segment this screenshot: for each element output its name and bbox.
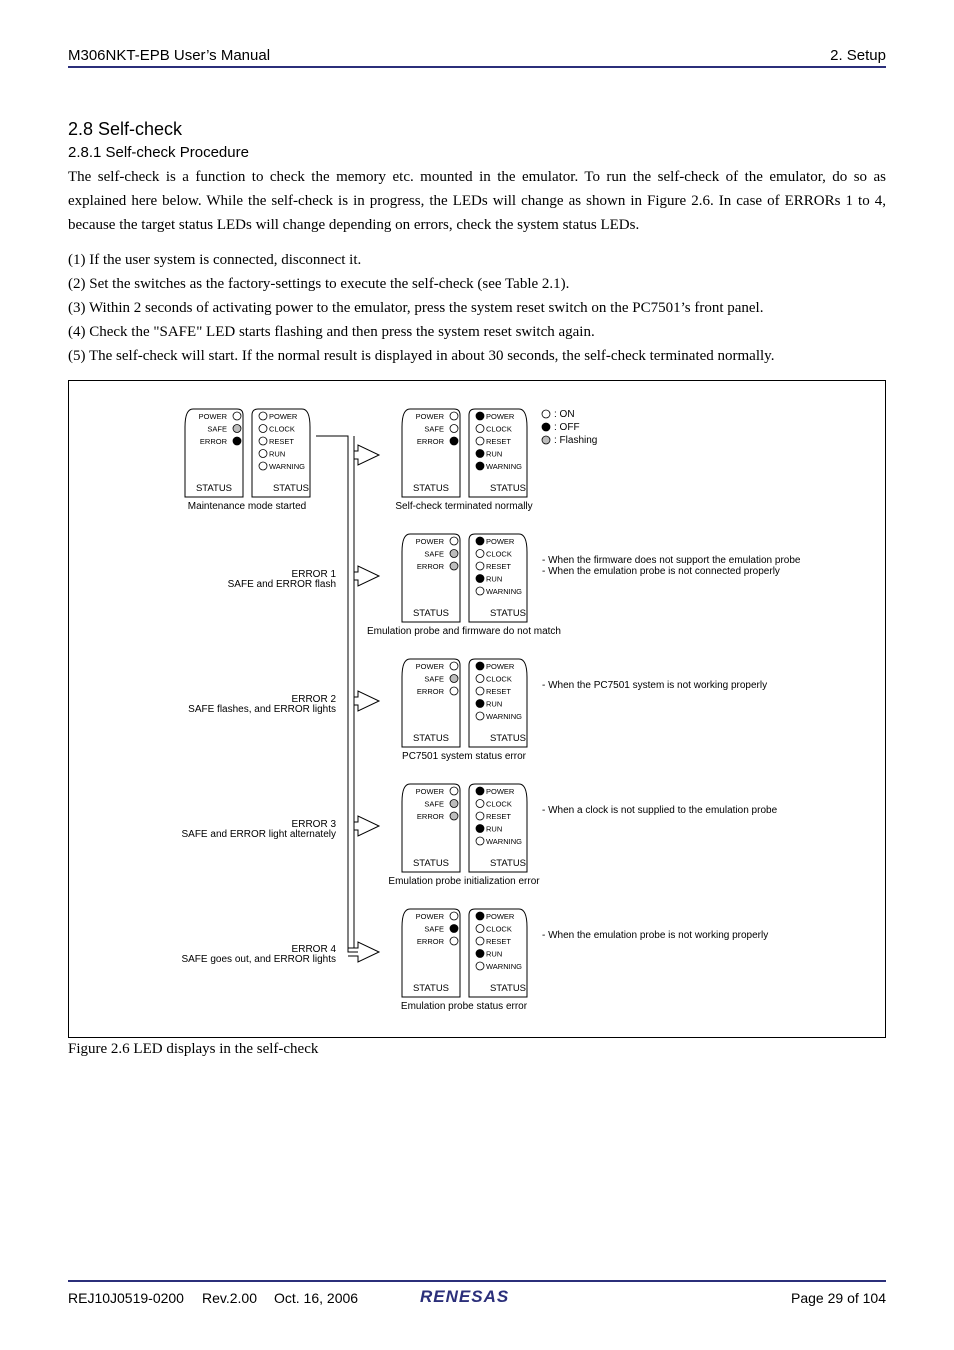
status-label-system: STATUS <box>489 858 527 869</box>
panel-caption: Emulation probe status error <box>400 1001 528 1012</box>
led-label-safe: SAFE <box>207 424 227 434</box>
led-label-error: ERROR <box>199 437 227 446</box>
panel-note: - When the PC7501 system is not working properly <box>542 680 768 691</box>
led-run <box>476 950 484 958</box>
led-run <box>259 450 267 458</box>
led-label-power: POWER <box>415 537 444 546</box>
subsection-title: 2.8.1 Self-check Procedure <box>68 144 249 161</box>
led-warning <box>476 837 484 845</box>
status-label-target: STATUS <box>412 483 450 494</box>
step-1: (1) If the user system is connected, disconnect it. <box>68 252 362 268</box>
led-label-power: POWER <box>415 787 444 796</box>
legend-on-label: : ON <box>554 409 575 420</box>
led-clock <box>259 425 267 433</box>
led-reset <box>476 562 484 570</box>
led-safe <box>450 925 458 933</box>
panel-caption: Maintenance mode started <box>187 501 307 512</box>
led-label-power: POWER <box>415 412 444 421</box>
led-warning <box>476 462 484 470</box>
led-label-reset: RESET <box>486 687 512 696</box>
status-label-target: STATUS <box>412 858 450 869</box>
led-power <box>450 912 458 920</box>
led-power <box>450 662 458 670</box>
led-label-safe: SAFE <box>424 674 444 684</box>
led-power <box>476 537 484 545</box>
led-label-warning: WARNING <box>486 587 522 596</box>
led-panel <box>185 409 310 512</box>
error-3-title: ERROR 3 <box>291 819 336 830</box>
led-warning <box>476 712 484 720</box>
led-label-safe: SAFE <box>424 924 444 934</box>
led-label-reset: RESET <box>486 562 512 571</box>
led-clock <box>476 925 484 933</box>
status-label-target: STATUS <box>412 733 450 744</box>
panel-note: - When the emulation probe is not connected properly <box>542 566 780 577</box>
error-2-title: ERROR 2 <box>291 694 336 705</box>
led-power <box>476 787 484 795</box>
status-label-system: STATUS <box>272 483 310 494</box>
led-error <box>450 562 458 570</box>
led-label-warning: WARNING <box>269 462 305 471</box>
figure-caption: Figure 2.6 LED displays in the self-check <box>68 1041 319 1057</box>
header-section: 2. Setup <box>830 47 886 64</box>
led-clock <box>476 425 484 433</box>
error-labels <box>181 569 336 965</box>
led-label-error: ERROR <box>416 812 444 821</box>
status-label-system: STATUS <box>489 983 527 994</box>
header-rule <box>68 66 886 68</box>
step-5: (5) The self-check will start. If the normal result is displayed in about 30 seconds, the self-check terminated normally. <box>68 348 775 364</box>
led-label-reset: RESET <box>486 437 512 446</box>
led-error <box>233 437 241 445</box>
status-label-target: STATUS <box>412 983 450 994</box>
led-diagram <box>69 381 885 1037</box>
led-panel <box>367 534 801 637</box>
led-safe <box>450 800 458 808</box>
led-label-safe: SAFE <box>424 799 444 809</box>
led-warning <box>259 462 267 470</box>
led-label-error: ERROR <box>416 937 444 946</box>
error-2-desc: SAFE flashes, and ERROR lights <box>188 704 336 715</box>
error-3-desc: SAFE and ERROR light alternately <box>181 829 336 840</box>
step-3: (3) Within 2 seconds of activating power to the emulator, press the system reset switch on the PC7501’s front panel. <box>68 300 764 316</box>
led-label-safe: SAFE <box>424 549 444 559</box>
led-label-power: POWER <box>486 787 515 796</box>
led-label-power: POWER <box>198 412 227 421</box>
led-reset <box>476 687 484 695</box>
led-power <box>450 537 458 545</box>
led-label-power: POWER <box>415 662 444 671</box>
led-run <box>476 450 484 458</box>
legend-off-led <box>542 423 550 431</box>
led-label-clock: CLOCK <box>486 799 512 809</box>
led-label-run: RUN <box>486 824 503 834</box>
led-label-power: POWER <box>486 662 515 671</box>
led-reset <box>259 437 267 445</box>
footer-revision: Rev.2.00 <box>202 1290 257 1306</box>
panel-note: - When the emulation probe is not working properly <box>542 930 769 941</box>
led-power <box>450 787 458 795</box>
led-power <box>233 412 241 420</box>
panel-caption: Emulation probe and firmware do not match <box>367 626 561 637</box>
led-label-error: ERROR <box>416 687 444 696</box>
led-error <box>450 937 458 945</box>
led-label-run: RUN <box>486 574 503 584</box>
arrow-to-normal <box>354 445 379 465</box>
led-label-run: RUN <box>486 949 503 959</box>
led-power <box>476 412 484 420</box>
intro-paragraph: The self-check is a function to check the memory etc. mounted in the emulator. To run the self-check of the emulator, do so as explained here below. While the self-check is in progress, the LEDs will change as shown in Figure 2.6. In case of ERRORs 1 to 4, because the target status LEDs will change depending on errors, check the system status LEDs. <box>68 169 886 233</box>
led-panel <box>388 784 777 887</box>
led-safe <box>233 425 241 433</box>
led-label-clock: CLOCK <box>486 924 512 934</box>
legend-on-led <box>542 410 550 418</box>
error-1-title: ERROR 1 <box>291 569 336 580</box>
led-label-clock: CLOCK <box>486 549 512 559</box>
led-error <box>450 687 458 695</box>
figure-led-displays <box>68 380 886 1038</box>
led-label-power: POWER <box>486 912 515 921</box>
panel-caption: Emulation probe initialization error <box>388 876 540 887</box>
led-label-run: RUN <box>269 449 286 459</box>
error-4-title: ERROR 4 <box>291 944 336 955</box>
led-label-power: POWER <box>415 912 444 921</box>
led-clock <box>476 550 484 558</box>
header-manual-title: M306NKT-EPB User’s Manual <box>68 47 271 64</box>
renesas-logo: RENESAS <box>420 1287 510 1306</box>
led-warning <box>476 587 484 595</box>
footer-date: Oct. 16, 2006 <box>274 1290 359 1306</box>
led-safe <box>450 550 458 558</box>
panel-caption: Self-check terminated normally <box>395 501 533 512</box>
footer-rule <box>68 1280 886 1282</box>
led-safe <box>450 425 458 433</box>
led-power <box>450 412 458 420</box>
led-label-reset: RESET <box>269 437 295 446</box>
led-panel <box>402 659 767 762</box>
led-label-reset: RESET <box>486 812 512 821</box>
led-label-reset: RESET <box>486 937 512 946</box>
led-label-power: POWER <box>486 412 515 421</box>
status-label-system: STATUS <box>489 733 527 744</box>
step-4: (4) Check the "SAFE" LED starts flashing and then press the system reset switch again. <box>68 324 595 340</box>
led-label-clock: CLOCK <box>269 424 295 434</box>
led-label-clock: CLOCK <box>486 674 512 684</box>
led-label-warning: WARNING <box>486 462 522 471</box>
arrow-to-error3 <box>354 816 379 836</box>
led-label-power: POWER <box>486 537 515 546</box>
status-label-system: STATUS <box>489 608 527 619</box>
legend <box>542 409 597 446</box>
panel-caption: PC7501 system status error <box>402 751 526 762</box>
status-label-target: STATUS <box>195 483 233 494</box>
led-run <box>476 825 484 833</box>
arrow-to-error2 <box>354 691 379 711</box>
led-label-error: ERROR <box>416 437 444 446</box>
legend-off-label: : OFF <box>554 422 580 433</box>
footer-doc-number: REJ10J0519-0200 <box>68 1290 184 1306</box>
led-error <box>450 812 458 820</box>
arrow-to-error1 <box>354 566 379 586</box>
legend-flash-label: : Flashing <box>554 435 598 446</box>
error-4-desc: SAFE goes out, and ERROR lights <box>181 954 336 965</box>
status-label-target: STATUS <box>412 608 450 619</box>
led-label-error: ERROR <box>416 562 444 571</box>
led-run <box>476 575 484 583</box>
led-label-run: RUN <box>486 699 503 709</box>
led-label-safe: SAFE <box>424 424 444 434</box>
status-label-system: STATUS <box>489 483 527 494</box>
error-1-desc: SAFE and ERROR flash <box>227 579 336 590</box>
led-clock <box>476 675 484 683</box>
led-label-clock: CLOCK <box>486 424 512 434</box>
led-power <box>476 912 484 920</box>
led-error <box>450 437 458 445</box>
footer-page-number: Page 29 of 104 <box>791 1290 886 1306</box>
led-label-warning: WARNING <box>486 962 522 971</box>
led-reset <box>476 937 484 945</box>
legend-flash-led <box>542 436 550 444</box>
led-power <box>476 662 484 670</box>
led-label-run: RUN <box>486 449 503 459</box>
led-run <box>476 700 484 708</box>
led-panel <box>395 409 532 512</box>
led-clock <box>476 800 484 808</box>
led-reset <box>476 437 484 445</box>
step-2: (2) Set the switches as the factory-settings to execute the self-check (see Table 2.1). <box>68 276 570 292</box>
led-label-warning: WARNING <box>486 712 522 721</box>
led-reset <box>476 812 484 820</box>
led-power <box>259 412 267 420</box>
section-title: 2.8 Self-check <box>68 119 183 139</box>
led-label-power: POWER <box>269 412 298 421</box>
panel-note: - When a clock is not supplied to the emulation probe <box>542 805 778 816</box>
led-label-warning: WARNING <box>486 837 522 846</box>
led-warning <box>476 962 484 970</box>
led-panel <box>401 909 768 1012</box>
led-safe <box>450 675 458 683</box>
panel-note: - When the firmware does not support the emulation probe <box>542 555 801 566</box>
